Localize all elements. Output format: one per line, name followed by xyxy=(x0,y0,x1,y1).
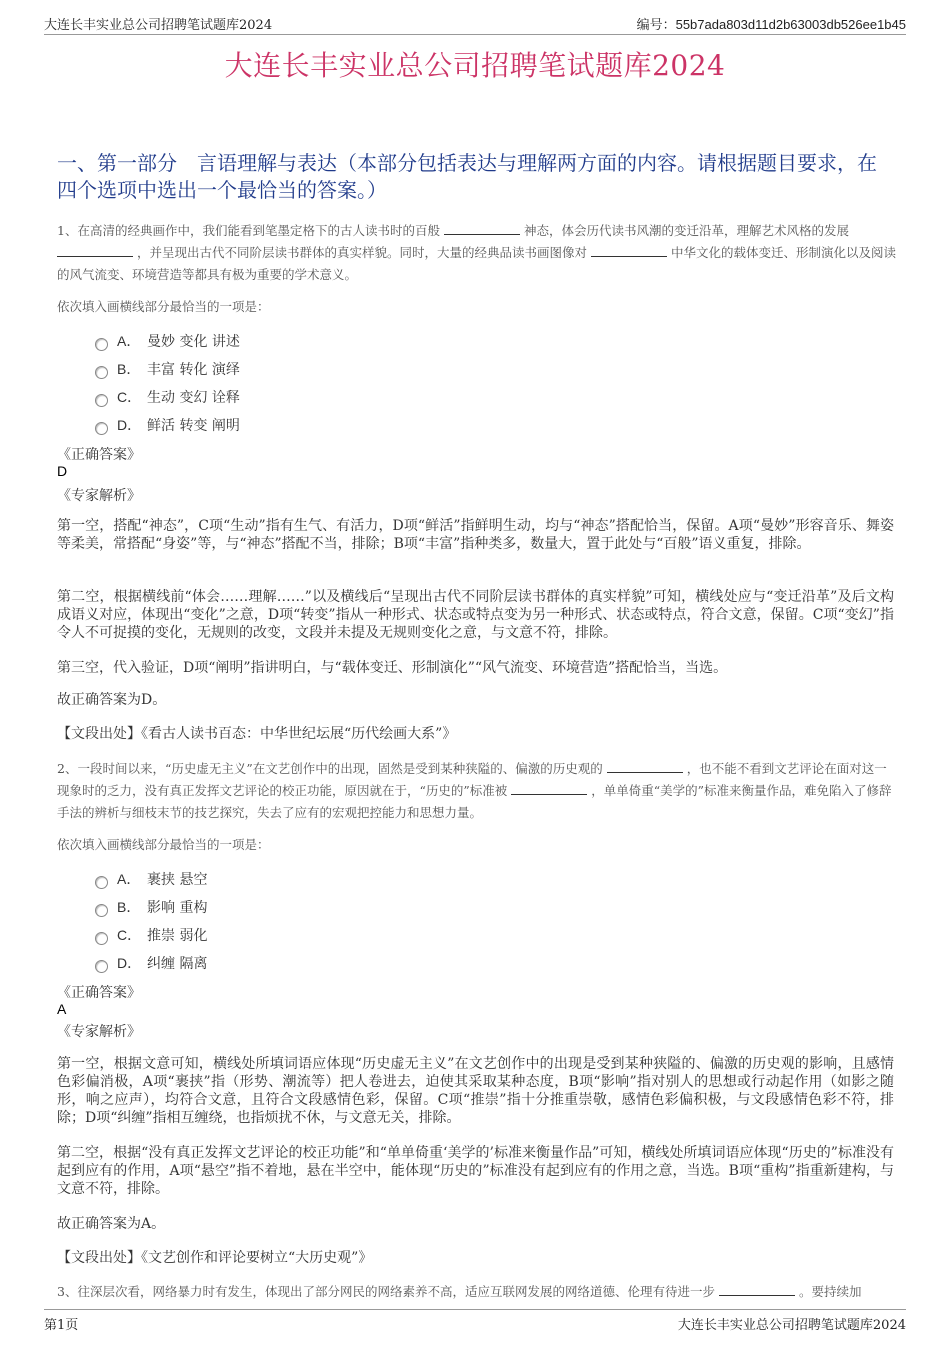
section-heading: 一、第一部分 言语理解与表达（本部分包括表达与理解两方面的内容。请根据题目要求，在四个选项中选出一个最恰当的答案。） xyxy=(57,151,877,202)
q1-analysis-2: 第二空，根据横线前“体会……理解……”以及横线后“呈现出古代不同阶层读书群体的真实样貌”可知，横线处应与“变迁沿革”及后文构成语义对应，体现出“变化”之意，D项“转变”指从一种形式、状态或特点变为另一种形式、状态或特点，符合文意，保留。C项“变幻”指令人不可捉摸的变化，无规则的改变，文段并未提及无规则变化之意，与文意不符，排除。 xyxy=(57,589,894,641)
q2-analysis-2: 第二空，根据“没有真正发挥文艺评论的校正功能”和“单单倚重‘美学的’标准来衡量作品”可知，横线处所填词语应体现“历史的”标准没有起到应有的作用，A项“悬空”指不着地，悬在半空中，能体现“历史的”标准没有起到应有的作用之意，当选。B项“重构”指重新建构，与文意不符，排除。 xyxy=(57,1145,894,1197)
blank-1 xyxy=(444,222,520,235)
q1-analysis-label: 《专家解析》 xyxy=(57,488,141,504)
question-2-stem: 2、一段时间以来，“历史虚无主义”在文艺创作中的出现，固然是受到某种狭隘的、偏激的历史观的 ，也不能不看到文艺评论在面对这一现象时的乏力，没有真正发挥文艺评论的校正功能，原因就在于，“历史的”标准被 ，单单倚重“美学的”标准来衡量作品，难免陷入了修辞手法的辨析与细枝末节的技艺探究，失去了应有的宏观把控能力和思想力量。 xyxy=(57,761,892,820)
blank-3 xyxy=(591,244,667,257)
q1-analysis-3: 第三空，代入验证，D项“阐明”指讲明白，与“载体变迁、形制演化”“风气流变、环境营造”搭配恰当，当选。 xyxy=(57,660,728,676)
document-code-label: 编号： xyxy=(636,18,676,33)
q1-option-c[interactable]: C． 生动 变幻 诠释 xyxy=(95,387,240,407)
question-2-prompt: 依次填入画横线部分最恰当的一项是： xyxy=(57,837,270,852)
q1-analysis-4: 故正确答案为D。 xyxy=(57,692,167,708)
document-code xyxy=(637,14,906,33)
q2-analysis-1: 第一空，根据文意可知，横线处所填词语应体现“历史虚无主义”在文艺创作中的出现是受到某种狭隘的、偏激的历史观的影响，且感情色彩偏消极，A项“裹挟”指（形势、潮流等）把人卷进去，迫使其采取某种态度，B项“影响”指对别人的思想或行动起作用（如影之随形，响之应声），均符合文意，且符合文段感情色彩，保留。C项“推崇”指十分推重崇敬，感情色彩偏积极，与文段感情色彩不符，排除；D项“纠缠”指相互缠绕，也指烦扰不休，与文意无关，排除。 xyxy=(57,1056,894,1126)
q1-analysis-1: 第一空，搭配“神态”，C项“生动”指有生气、有活力，D项“鲜活”指鲜明生动，均与“神态”搭配恰当，保留。A项“曼妙”形容音乐、舞姿等柔美，常搭配“身姿”等，与“神态”搭配不当，排除；B项“丰富”指种类多，数量大，置于此处与“百般”语义重复，排除。 xyxy=(57,518,894,552)
document-code-value: 55b7ada803d11d2b63003db526ee1b45 xyxy=(675,17,906,32)
question-1-stem: 1、在高清的经典画作中，我们能看到笔墨定格下的古人读书时的百般 神态，体会历代读书风潮的变迁沿革，理解艺术风格的发展 ，并呈现出古代不同阶层读书群体的真实样貌。同时，大量的经典品读书画图像对 中华文化的载体变迁、形制演化以及阅读的风气流变、环境营造等都具有极为重要的学术意义。 xyxy=(57,223,896,282)
page-number: 第1页 xyxy=(44,1318,79,1333)
q2-option-a[interactable]: A． 裹挟 悬空 xyxy=(95,869,207,889)
blank-2 xyxy=(511,782,587,795)
q1-answer: D xyxy=(57,463,68,479)
q1-option-b[interactable]: B． 丰富 转化 演绎 xyxy=(95,359,240,379)
q1-option-d[interactable]: D． 鲜活 转变 阐明 xyxy=(95,415,240,435)
blank-2 xyxy=(57,244,133,257)
radio-icon[interactable] xyxy=(95,904,108,917)
question-1-prompt: 依次填入画横线部分最恰当的一项是： xyxy=(57,299,270,314)
footer-divider xyxy=(44,1309,906,1310)
radio-icon[interactable] xyxy=(95,394,108,407)
header-title: 大连长丰实业总公司招聘笔试题库2024 xyxy=(44,18,273,33)
q1-source: 【文段出处】《看古人读书百态：中华世纪坛展“历代绘画大系”》 xyxy=(57,726,457,742)
q2-answer-label: 《正确答案》 xyxy=(57,985,141,1001)
q1-answer-label: 《正确答案》 xyxy=(57,447,141,463)
q2-analysis-3: 故正确答案为A。 xyxy=(57,1216,166,1232)
page-title: 大连长丰实业总公司招聘笔试题库2024 xyxy=(224,49,726,82)
header-divider xyxy=(44,34,906,35)
radio-icon[interactable] xyxy=(95,876,108,889)
question-3-stem: 3、往深层次看，网络暴力时有发生，体现出了部分网民的网络素养不高，适应互联网发展的网络道德、伦理有待进一步 。要持续加 xyxy=(57,1284,862,1299)
radio-icon[interactable] xyxy=(95,960,108,973)
q2-option-c[interactable]: C． 推崇 弱化 xyxy=(95,925,207,945)
q2-option-d[interactable]: D． 纠缠 隔离 xyxy=(95,953,207,973)
radio-icon[interactable] xyxy=(95,338,108,351)
radio-icon[interactable] xyxy=(95,932,108,945)
blank-1 xyxy=(719,1283,795,1296)
radio-icon[interactable] xyxy=(95,366,108,379)
q2-analysis-label: 《专家解析》 xyxy=(57,1024,141,1040)
q2-source: 【文段出处】《文艺创作和评论要树立“大历史观”》 xyxy=(57,1250,373,1266)
q2-option-b[interactable]: B． 影响 重构 xyxy=(95,897,207,917)
blank-1 xyxy=(607,760,683,773)
q1-option-a[interactable]: A． 曼妙 变化 讲述 xyxy=(95,331,240,351)
q2-answer: A xyxy=(57,1001,67,1017)
radio-icon[interactable] xyxy=(95,422,108,435)
footer-title: 大连长丰实业总公司招聘笔试题库2024 xyxy=(677,1318,906,1333)
